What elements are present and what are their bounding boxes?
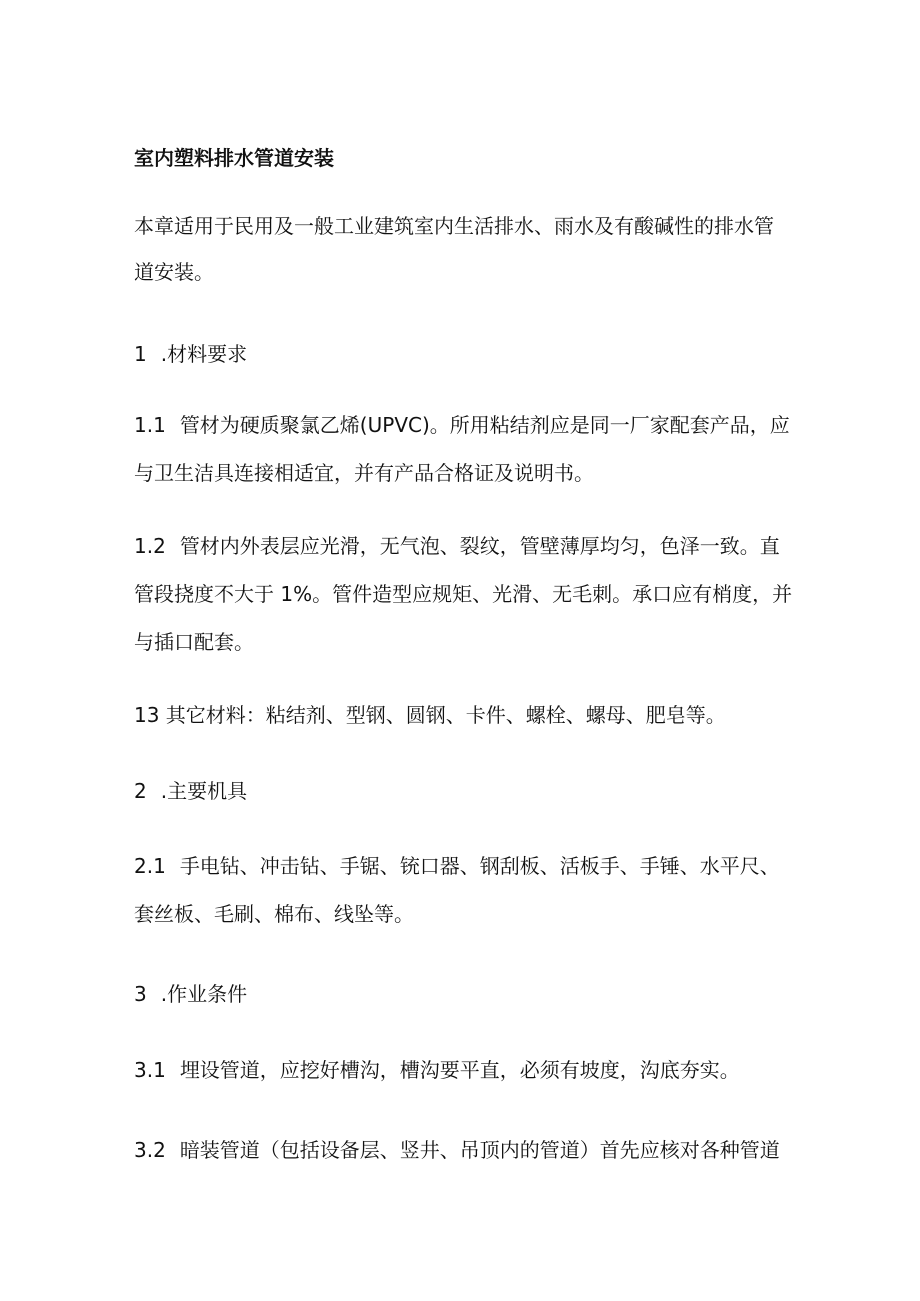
paragraph-1-2-line-3: 与插口配套。 — [134, 630, 254, 654]
paragraph-1-1-text: 管材为硬质聚氯乙烯(UPVC)。所用粘结剂应是同一厂家配套产品，应 — [179, 413, 790, 437]
section-2-title: .主要机具 — [160, 779, 248, 803]
paragraph-3-1 — [134, 1058, 794, 1082]
paragraph-1-1-number: 1.1 — [134, 413, 166, 437]
intro-line-2: 道安装。 — [134, 260, 214, 284]
section-1-heading — [134, 342, 794, 366]
paragraph-2-1-line-1 — [134, 854, 794, 878]
paragraph-1-2-text: 管材内外表层应光滑，无气泡、裂纹，管壁薄厚均匀，色泽一致。直 — [179, 534, 780, 558]
paragraph-3-2-number: 3.2 — [134, 1138, 166, 1162]
paragraph-1-2-line-2: 管段挠度不大于 1%。管件造型应规矩、光滑、无毛刺。承口应有梢度，并 — [134, 582, 793, 606]
paragraph-1-2-number: 1.2 — [134, 534, 166, 558]
paragraph-2-1-line-2: 套丝板、毛刷、棉布、线坠等。 — [134, 902, 414, 926]
section-2-heading — [134, 779, 794, 803]
section-3-number: 3 — [134, 982, 147, 1006]
section-3-heading — [134, 982, 794, 1006]
paragraph-2-1-number: 2.1 — [134, 854, 166, 878]
paragraph-1-1-line-1 — [134, 413, 794, 437]
section-1-number: 1 — [134, 342, 147, 366]
paragraph-3-2-text: 暗装管道（包括设备层、竖井、吊顶内的管道）首先应核对各种管道 — [179, 1138, 780, 1162]
paragraph-1-1-line-2: 与卫生洁具连接相适宜，并有产品合格证及说明书。 — [134, 461, 594, 485]
paragraph-3-2-line-1 — [134, 1138, 794, 1162]
intro-line-1: 本章适用于民用及一般工业建筑室内生活排水、雨水及有酸碱性的排水管 — [134, 214, 774, 238]
paragraph-1-2-line-1 — [134, 534, 794, 558]
paragraph-1-3: 13 其它材料：粘结剂、型钢、圆钢、卡件、螺栓、螺母、肥皂等。 — [134, 703, 726, 727]
paragraph-2-1-text: 手电钻、冲击钻、手锯、铳口器、钢刮板、活板手、手锤、水平尺、 — [179, 854, 780, 878]
paragraph-3-1-number: 3.1 — [134, 1058, 166, 1082]
paragraph-3-1-text: 埋设管道，应挖好槽沟，槽沟要平直，必须有坡度，沟底夯实。 — [179, 1058, 740, 1082]
section-1-title: .材料要求 — [160, 342, 248, 366]
document-title: 室内塑料排水管道安装 — [134, 146, 334, 170]
section-3-title: .作业条件 — [160, 982, 248, 1006]
section-2-number: 2 — [134, 779, 147, 803]
